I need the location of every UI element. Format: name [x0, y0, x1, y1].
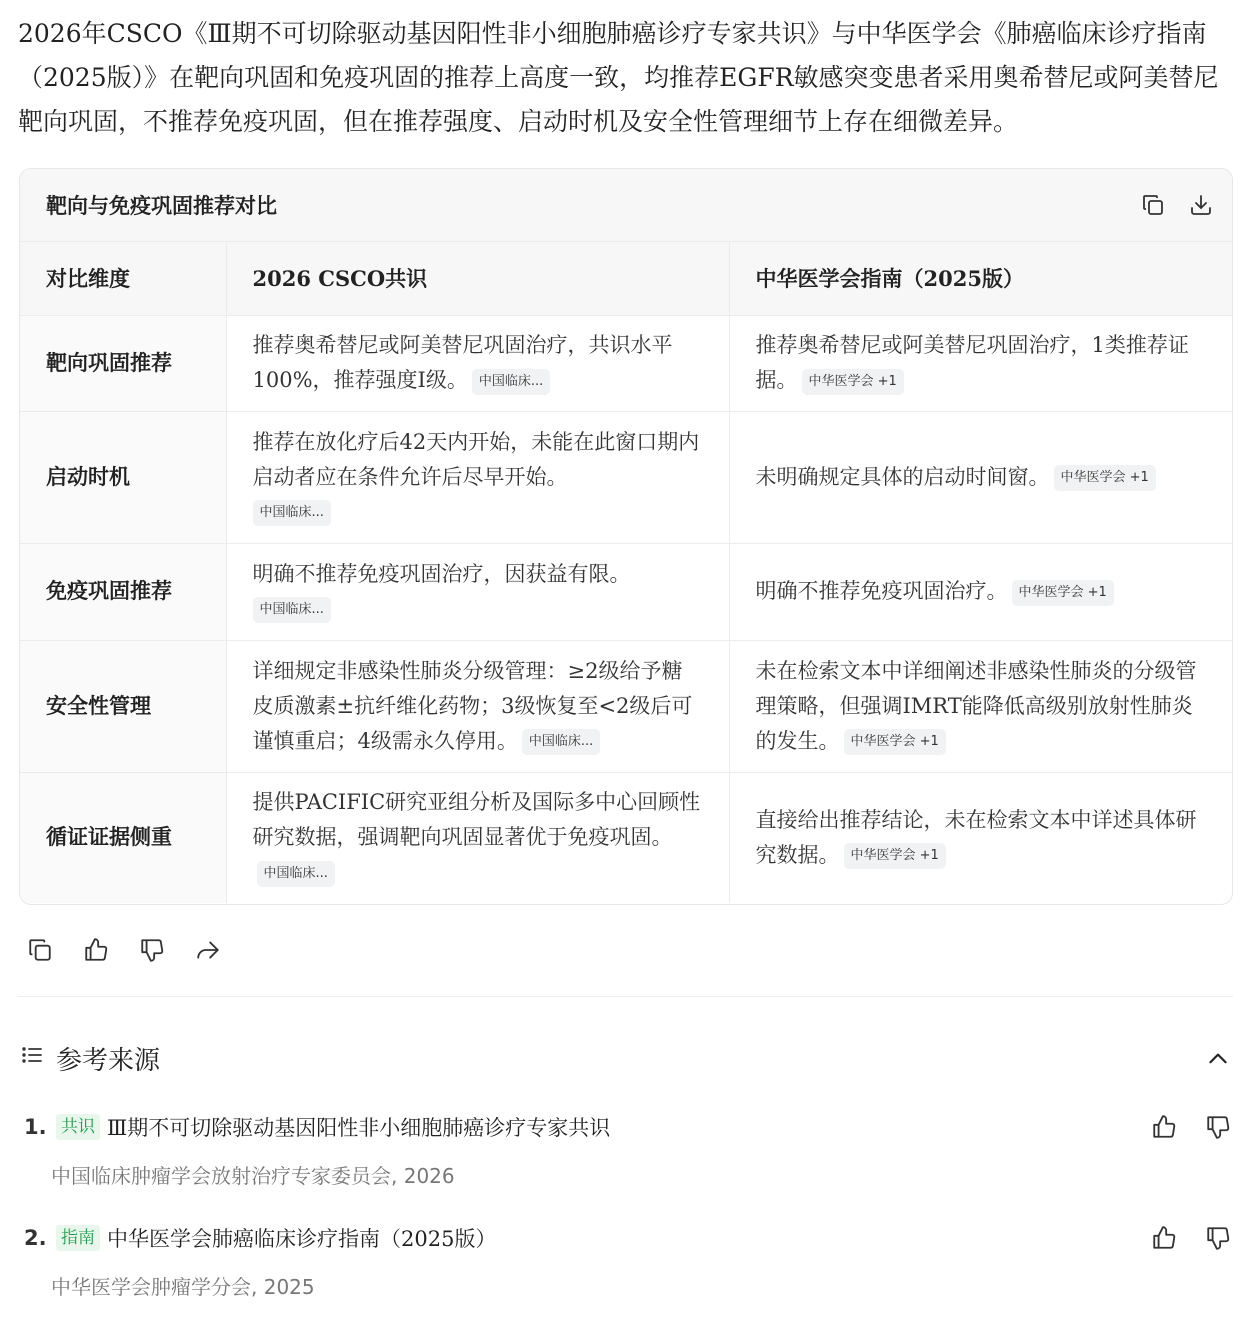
- cell-text: 明确不推荐免疫巩固治疗，因获益有限。: [252, 561, 631, 586]
- row-dimension: 安全性管理: [20, 640, 226, 772]
- citation-tag[interactable]: 中华医学会 +1: [802, 369, 904, 395]
- cell-text: 提供PACIFIC研究亚组分析及国际多中心回顾性研究数据，强调靶向巩固显著优于免疫巩固。: [252, 790, 701, 850]
- copy-icon[interactable]: [1140, 192, 1166, 218]
- table-header-row: [20, 242, 1233, 315]
- row-dimension: 免疫巩固推荐: [20, 543, 226, 640]
- cell-text: 推荐奥希替尼或阿美替尼巩固治疗，共识水平100%，推荐强度Ⅰ级。: [252, 333, 673, 392]
- cma-cell: [729, 315, 1233, 411]
- references-title: 参考来源: [56, 1046, 161, 1076]
- thumbs-down-icon[interactable]: [1205, 1114, 1231, 1140]
- references-header[interactable]: [20, 1040, 1231, 1077]
- reference-badge: 指南: [56, 1225, 100, 1251]
- copy-icon[interactable]: [26, 936, 54, 964]
- csco-cell: [226, 772, 729, 903]
- row-dimension: 启动时机: [20, 411, 226, 543]
- message-actions: [26, 936, 222, 964]
- thumbs-up-icon[interactable]: [82, 936, 110, 964]
- reference-source: 中华医学会肿瘤学分会, 2025: [51, 1275, 315, 1299]
- share-icon[interactable]: [194, 936, 222, 964]
- csco-cell: [226, 543, 729, 640]
- citation-tag[interactable]: 中国临床...: [253, 597, 331, 623]
- thumbs-up-icon[interactable]: [1151, 1114, 1177, 1140]
- cma-cell: [729, 411, 1233, 543]
- reference-number: 1.: [24, 1115, 47, 1139]
- citation-tag[interactable]: 中华医学会 +1: [1012, 580, 1114, 606]
- comparison-table: [20, 242, 1233, 903]
- row-dimension: 靶向巩固推荐: [20, 315, 226, 411]
- citation-tag[interactable]: 中国临床...: [522, 729, 600, 755]
- cell-text: 未在检索文本中详细阐述非感染性肺炎的分级管理策略，但强调IMRT能降低高级别放射性肺炎的发生。: [755, 658, 1197, 753]
- cma-cell: [729, 640, 1233, 772]
- table-row: [20, 772, 1233, 903]
- table-row: [20, 411, 1233, 543]
- cell-text: 未明确规定具体的启动时间窗。: [755, 464, 1050, 489]
- cell-text: 直接给出推荐结论，未在检索文本中详述具体研究数据。: [755, 807, 1197, 867]
- reference-item[interactable]: [24, 1223, 1231, 1300]
- reference-title[interactable]: Ⅲ期不可切除驱动基因阳性非小细胞肺癌诊疗专家共识: [107, 1116, 611, 1140]
- cma-cell: [729, 543, 1233, 640]
- thumbs-up-icon[interactable]: [1151, 1225, 1177, 1251]
- reference-source: 中国临床肿瘤学会放射治疗专家委员会, 2026: [51, 1164, 455, 1188]
- intro-paragraph: 2026年CSCO《Ⅲ期不可切除驱动基因阳性非小细胞肺癌诊疗专家共识》与中华医学会《肺癌临床诊疗指南（2025版）》在靶向巩固和免疫巩固的推荐上高度一致，均推荐EGFR敏感突变患者采用奥希替尼或阿美替尼靶向巩固，不推荐免疫巩固，但在推荐强度、启动时机及安全性管理细节上存在细微差异。: [18, 19, 1219, 136]
- citation-tag[interactable]: 中国临床...: [257, 861, 335, 887]
- csco-cell: [226, 315, 729, 411]
- chevron-up-icon[interactable]: [1205, 1046, 1231, 1072]
- citation-tag[interactable]: 中华医学会 +1: [1054, 465, 1156, 491]
- table-row: [20, 315, 1233, 411]
- header-dimension: 对比维度: [20, 242, 226, 315]
- divider: [18, 996, 1233, 997]
- header-cma: 中华医学会指南（2025版）: [729, 242, 1233, 315]
- reference-item[interactable]: [24, 1112, 1231, 1189]
- thumbs-down-icon[interactable]: [138, 936, 166, 964]
- reference-badge: 共识: [56, 1114, 100, 1140]
- card-header: [20, 169, 1232, 242]
- comparison-card: [19, 168, 1233, 905]
- reference-number: 2.: [24, 1226, 47, 1250]
- list-icon: [20, 1043, 44, 1074]
- cell-text: 明确不推荐免疫巩固治疗。: [755, 579, 1008, 603]
- citation-tag[interactable]: 中华医学会 +1: [844, 729, 946, 755]
- download-icon[interactable]: [1188, 192, 1214, 218]
- thumbs-down-icon[interactable]: [1205, 1225, 1231, 1251]
- header-csco: 2026 CSCO共识: [226, 242, 729, 315]
- table-row: [20, 543, 1233, 640]
- citation-tag[interactable]: 中国临床...: [253, 500, 331, 526]
- csco-cell: [226, 640, 729, 772]
- citation-tag[interactable]: 中国临床...: [472, 369, 550, 395]
- cell-text: 推荐奥希替尼或阿美替尼巩固治疗，1类推荐证据。: [755, 333, 1189, 392]
- table-row: [20, 640, 1233, 772]
- card-title: 靶向与免疫巩固推荐对比: [46, 194, 277, 218]
- csco-cell: [226, 411, 729, 543]
- cell-text: 详细规定非感染性肺炎分级管理：≥2级给予糖皮质激素±抗纤维化药物；3级恢复至<2级后可谨慎重启；4级需永久停用。: [252, 658, 693, 753]
- cma-cell: [729, 772, 1233, 903]
- reference-title[interactable]: 中华医学会肺癌临床诊疗指南（2025版）: [107, 1227, 497, 1251]
- citation-tag[interactable]: 中华医学会 +1: [844, 843, 946, 869]
- cell-text: 推荐在放化疗后42天内开始，未能在此窗口期内启动者应在条件允许后尽早开始。: [252, 429, 700, 489]
- row-dimension: 循证证据侧重: [20, 772, 226, 903]
